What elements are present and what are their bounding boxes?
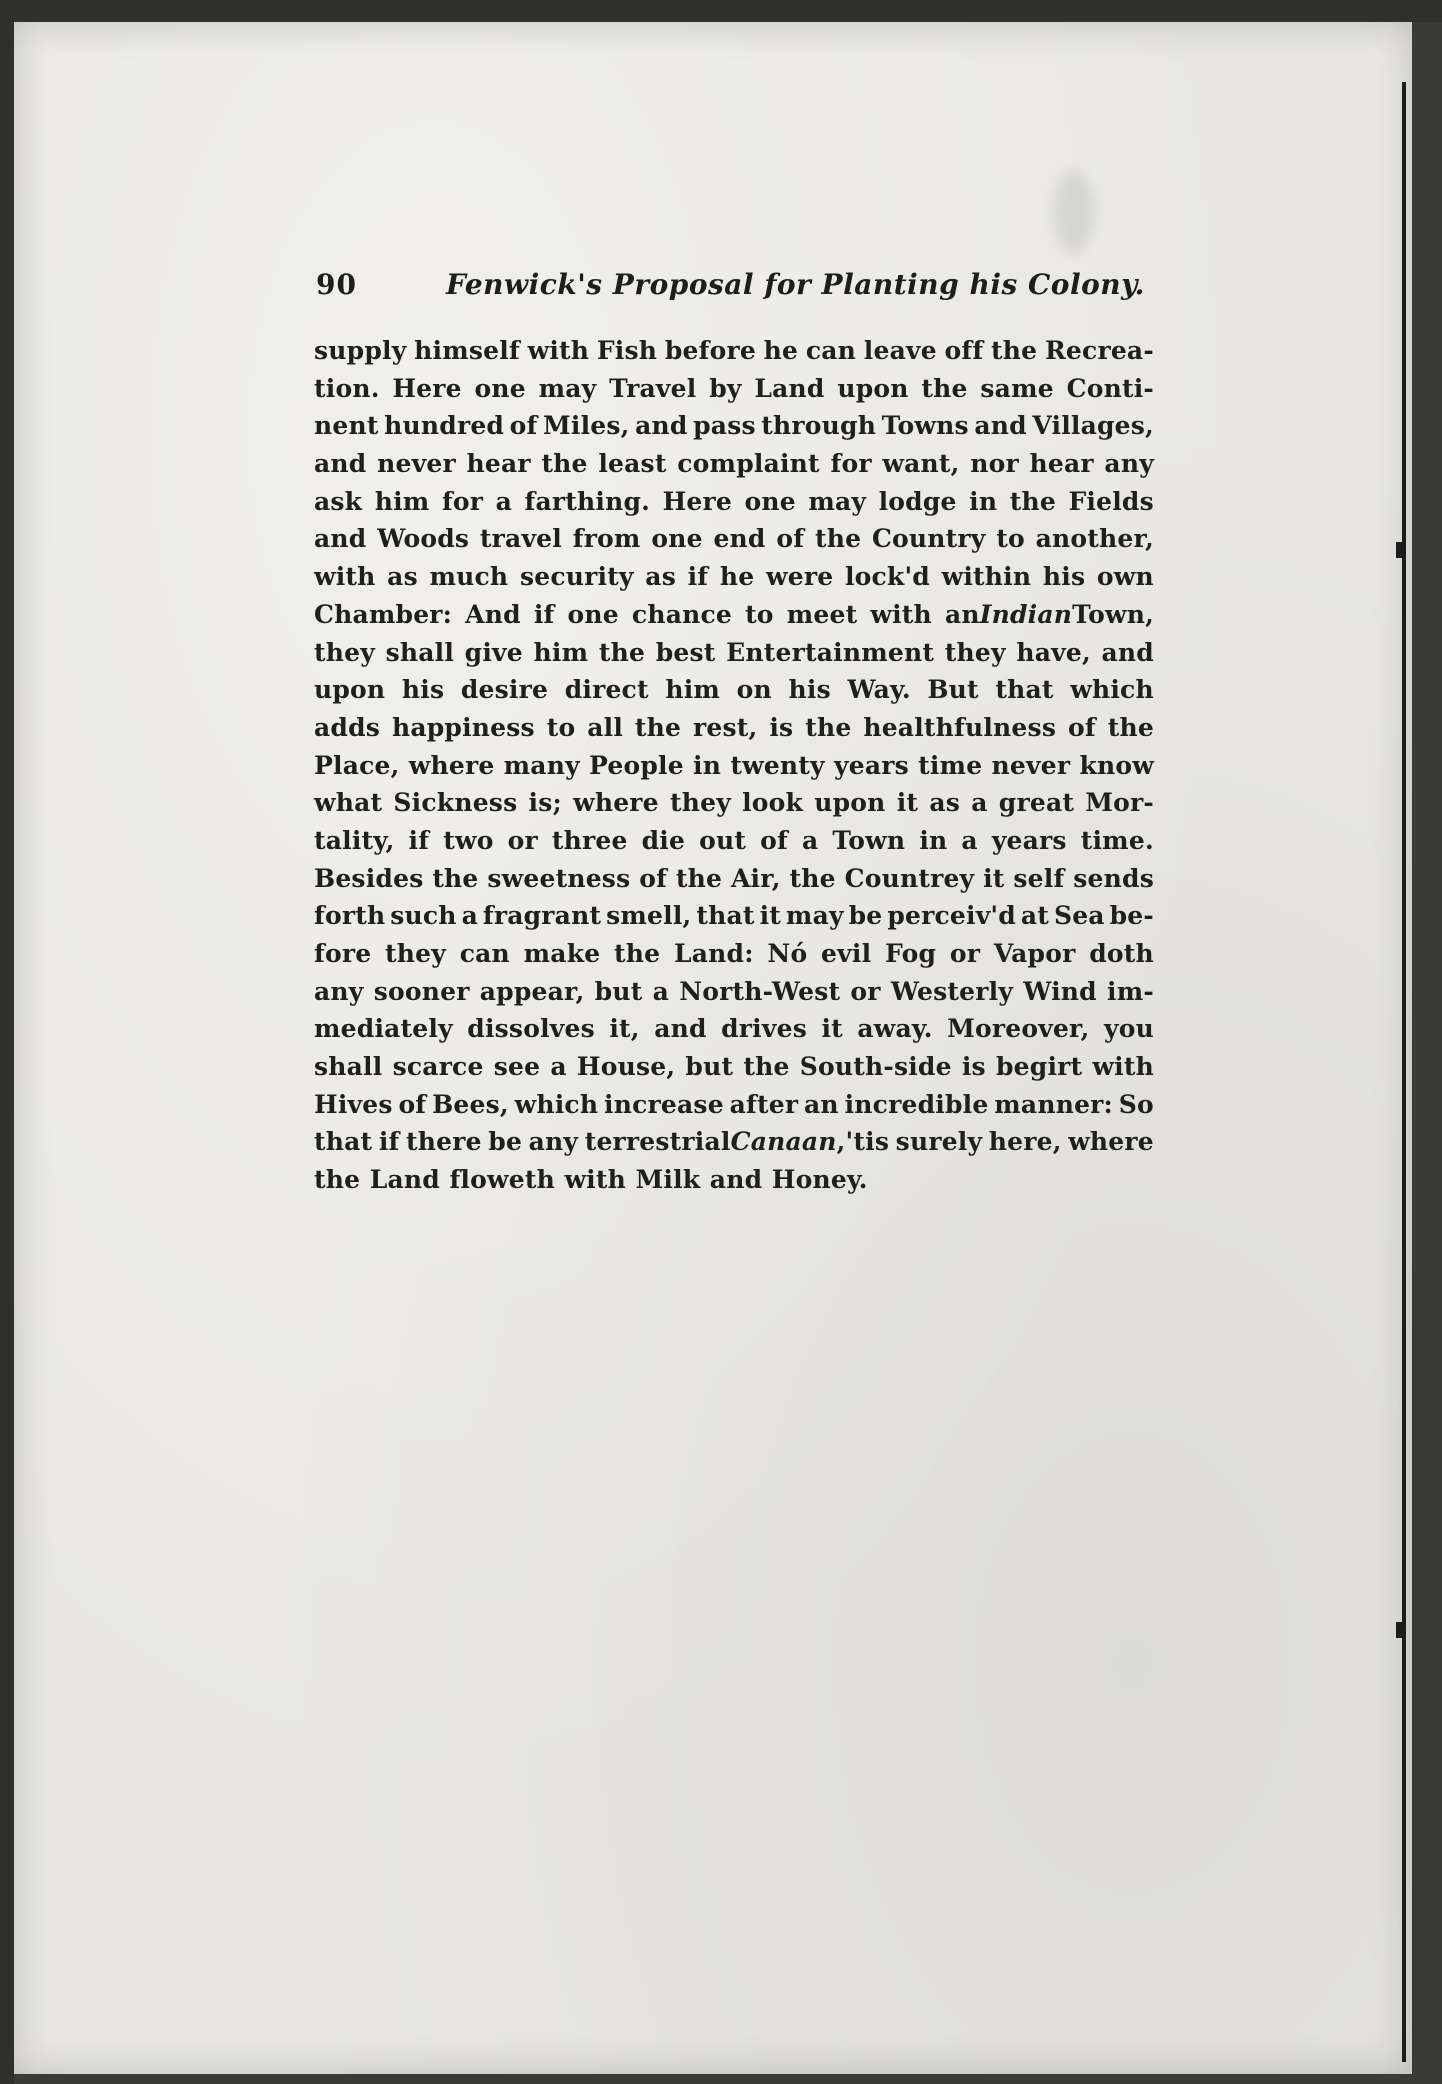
- text-line: and never hear the least complaint for want, nor hear any: [314, 449, 1154, 479]
- text-line: what Sickness is; where they look upon it as a great Mor-: [314, 788, 1154, 818]
- text-line: tality, if two or three die out of a Town in a years time.: [314, 825, 1154, 855]
- body-paragraph: [314, 332, 1154, 1199]
- binding-mark-upper: [1396, 542, 1406, 558]
- text-line: upon his desire direct him on his Way. But that which: [314, 675, 1154, 705]
- text-line: mediately dissolves it, and drives it away. Moreover, you: [314, 1014, 1154, 1044]
- text-line: fore they can make the Land: Nó evil Fog or Vapor doth: [314, 939, 1154, 968]
- text-line: any sooner appear, but a North-West or Westerly Wind im-: [314, 976, 1154, 1006]
- text-line: shall scarce see a House, but the South-side is begirt with: [314, 1052, 1154, 1082]
- text-line: supply himself with Fish before he can leave off the Recrea-: [314, 336, 1154, 365]
- page-header: [316, 268, 1156, 314]
- page-binding-edge: [1402, 82, 1406, 2062]
- binding-mark-lower: [1396, 1622, 1406, 1638]
- text-line: the Land floweth with Milk and Honey.: [314, 1165, 868, 1195]
- text-line: Hives of Bees, which increase after an incredible manner: So: [314, 1089, 1154, 1119]
- text-line: adds happiness to all the rest, is the healthfulness of the: [314, 712, 1154, 742]
- text-line: Besides the sweetness of the Air, the Countrey it self sends: [314, 863, 1154, 893]
- text-line: with as much security as if he were lock'd within his own: [314, 562, 1154, 592]
- text-line: ask him for a farthing. Here one may lodge in the Fields: [314, 486, 1154, 516]
- text-line: they shall give him the best Entertainment they have, and: [314, 637, 1154, 667]
- text-line: nent hundred of Miles, and pass through Towns and Villages,: [314, 411, 1154, 441]
- scan-left-border: [0, 0, 14, 2084]
- page-number: 90: [316, 268, 357, 301]
- text-line: forth such a fragrant smell, that it may be perceiv'd at Sea be-: [314, 901, 1154, 931]
- running-title: Fenwick's Proposal for Planting his Colony.: [446, 268, 1145, 301]
- text-line: Place, where many People in twenty years time never know: [314, 750, 1154, 780]
- scan-top-border: [0, 0, 1442, 22]
- text-line: that if there be any terrestrialCanaan,'tis surely here, where: [314, 1127, 1154, 1157]
- text-line: and Woods travel from one end of the Country to another,: [314, 524, 1154, 554]
- text-line: Chamber: And if one chance to meet with anIndianTown,: [314, 599, 1154, 629]
- text-line: tion. Here one may Travel by Land upon the same Conti-: [314, 373, 1154, 403]
- paper-smudge: [1054, 172, 1094, 252]
